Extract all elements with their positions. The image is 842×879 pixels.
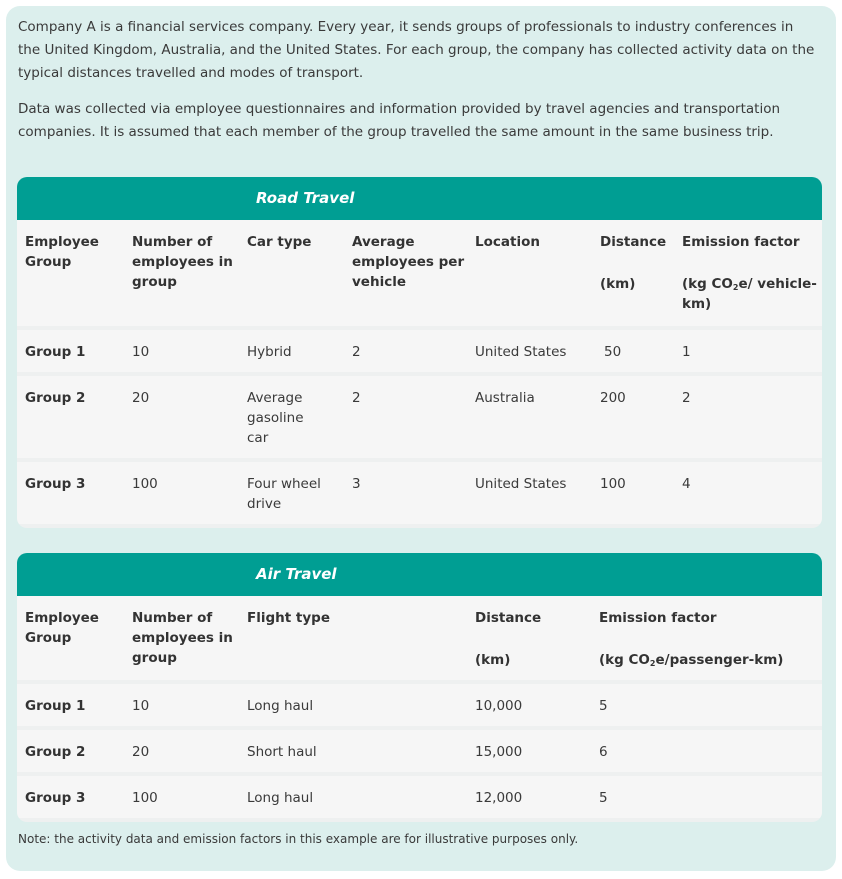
header-distance xyxy=(600,220,682,304)
row-flight-type: Long haul xyxy=(247,698,314,714)
row-location: Australia xyxy=(475,390,535,406)
header-location: Location xyxy=(475,234,540,250)
row-flight-type: Long haul xyxy=(247,790,314,806)
intro-paragraph-2: Data was collected via employee questionnaires and information provided by travel agencies and transportation companies. It is assumed that each member of the group travelled the same amount in the same business trip. xyxy=(18,101,781,140)
table-row xyxy=(17,730,822,772)
row-employees: 10 xyxy=(132,344,150,360)
air-travel-grid xyxy=(17,592,822,822)
row-car-type: Four wheel drive xyxy=(247,476,321,512)
row-location: United States xyxy=(475,344,567,360)
road-header-row xyxy=(17,220,822,326)
row-average-per-vehicle: 3 xyxy=(352,476,361,492)
table-row xyxy=(17,684,822,726)
row-distance: 100 xyxy=(600,476,626,492)
row-car-type: Hybrid xyxy=(247,344,292,360)
row-group: Group 1 xyxy=(25,698,86,714)
header-employee-group: Employee Group xyxy=(25,610,99,646)
row-emission-factor: 4 xyxy=(682,476,691,492)
header-average-employees-per-vehicle: Average employees per vehicle xyxy=(352,234,465,290)
row-distance: 10,000 xyxy=(475,698,523,714)
row-group: Group 2 xyxy=(25,390,86,406)
row-emission-factor: 1 xyxy=(682,344,691,360)
row-car-type: Average gasoline car xyxy=(247,390,304,446)
road-travel-grid xyxy=(17,216,822,528)
row-distance: 15,000 xyxy=(475,744,523,760)
header-emission-factor-unit: (kg $CO_2e/$ vehicle-km) xyxy=(682,276,817,312)
header-emission-factor xyxy=(599,596,822,680)
row-group: Group 1 xyxy=(25,344,86,360)
header-number-of-employees: Number of employees in group xyxy=(132,610,233,666)
intro-paragraph-1: Company A is a financial services company. Every year, it sends groups of professionals to industry conferences in the United Kingdom, Australia, and the United States. For each group, the company has collected activity data on the typical distances travelled and modes of transport. xyxy=(18,19,815,81)
header-emission-factor-label: Emission factor xyxy=(599,610,717,626)
header-distance-unit: (km) xyxy=(475,652,511,668)
road-travel-table xyxy=(17,177,822,528)
row-employees: 10 xyxy=(132,698,150,714)
row-distance: 12,000 xyxy=(475,790,523,806)
row-emission-factor: 6 xyxy=(599,744,608,760)
header-emission-factor xyxy=(682,220,822,326)
row-distance: 50 xyxy=(604,344,622,360)
row-employees: 100 xyxy=(132,476,158,492)
header-flight-type: Flight type xyxy=(247,610,330,626)
row-average-per-vehicle: 2 xyxy=(352,344,361,360)
footnote: Note: the activity data and emission factors in this example are for illustrative purposes only. xyxy=(18,832,579,846)
air-travel-header xyxy=(17,553,822,596)
header-number-of-employees: Number of employees in group xyxy=(132,234,233,290)
header-employee-group: Employee Group xyxy=(25,234,99,270)
table-row xyxy=(17,330,822,372)
air-header-row xyxy=(17,596,822,680)
header-distance-label: Distance xyxy=(600,234,667,250)
table-row xyxy=(17,462,822,524)
row-location: United States xyxy=(475,476,567,492)
row-employees: 20 xyxy=(132,390,150,406)
row-group: Group 2 xyxy=(25,744,86,760)
row-average-per-vehicle: 2 xyxy=(352,390,361,406)
header-distance-unit: (km) xyxy=(600,276,636,292)
header-emission-factor-label: Emission factor xyxy=(682,234,800,250)
header-distance xyxy=(475,596,599,680)
road-travel-header xyxy=(17,177,822,220)
header-emission-factor-unit: (kg $CO_2e/passenger-km$) xyxy=(599,652,784,668)
road-travel-title: Road Travel xyxy=(256,189,355,207)
row-group: Group 3 xyxy=(25,476,86,492)
row-employees: 100 xyxy=(132,790,158,806)
air-travel-title: Air Travel xyxy=(256,565,337,583)
row-emission-factor: 5 xyxy=(599,698,608,714)
row-emission-factor: 5 xyxy=(599,790,608,806)
row-employees: 20 xyxy=(132,744,150,760)
row-group: Group 3 xyxy=(25,790,86,806)
table-row xyxy=(17,376,822,458)
table-row xyxy=(17,776,822,818)
header-car-type: Car type xyxy=(247,234,312,250)
air-travel-table xyxy=(17,553,822,822)
row-emission-factor: 2 xyxy=(682,390,691,406)
row-flight-type: Short haul xyxy=(247,744,317,760)
row-distance: 200 xyxy=(600,390,626,406)
header-distance-label: Distance xyxy=(475,610,542,626)
